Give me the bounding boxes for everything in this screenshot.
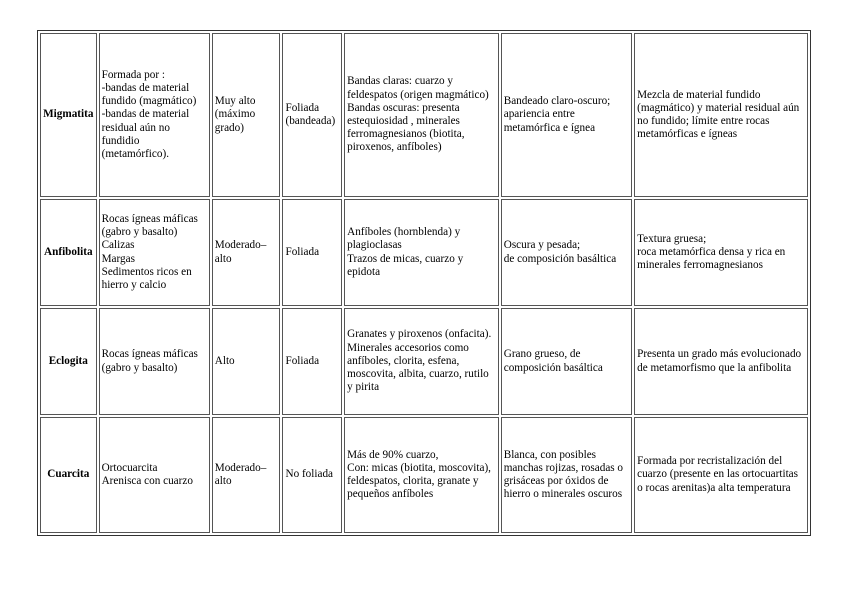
notes-text-line: Formada por recristalización del cuarzo (presente en las ortocuartitas o rocas arenitas)a alta temperatura (637, 455, 799, 494)
cell-grade (212, 308, 281, 415)
minerals-text-line: Más de 90% cuarzo, (347, 448, 439, 461)
minerals-text-line: Minerales accesorios como anfíboles, clorita, esfena, moscovita, albita, cuarzo, rutilo y pirita (347, 341, 489, 394)
table-row (40, 199, 808, 306)
appearance-text-line: de composición basáltica (503, 252, 617, 265)
cell-minerals (344, 417, 499, 533)
cell-origin (99, 33, 210, 197)
minerals-text-line: Bandas oscuras: presenta estequiosidad , minerales ferromagnesianos (biotita, piroxenos, anfíboles) (347, 101, 465, 154)
notes-text-line: Presenta un grado más evolucionado de metamorfismo que la anfibolita (637, 348, 802, 374)
cell-notes (634, 33, 808, 197)
grade-text-line: Alto (214, 354, 235, 367)
notes-text-line: roca metamórfica densa y rica en minerales ferromagnesianos (637, 245, 786, 272)
rock-table-container (37, 30, 811, 536)
cell-name: Anfibolita (40, 199, 97, 306)
cell-texture (282, 417, 342, 533)
minerals-text-line: Con: micas (biotita, moscovita), feldespatos, clorita, granate y pequeños anfíboles (347, 461, 491, 501)
texture-text-line: Foliada (285, 245, 320, 258)
cell-appearance (501, 417, 632, 533)
origin-text-line: Margas (101, 252, 135, 265)
appearance-text-line: Blanca, con posibles manchas rojizas, rosadas o grisáceas por óxidos de hierro o minerales oscuros (503, 448, 624, 501)
origin-text-line: -bandas de material fundido (magmático) (101, 81, 197, 108)
cell-origin (99, 417, 210, 533)
table-row (40, 417, 808, 533)
cell-appearance (501, 199, 632, 306)
cell-grade (212, 417, 281, 533)
notes-text-line: Textura gruesa; (637, 232, 707, 245)
cell-origin (99, 199, 210, 306)
cell-appearance (501, 33, 632, 197)
cell-notes (634, 199, 808, 306)
cell-minerals (344, 308, 499, 415)
cell-name: Migmatita (40, 33, 97, 197)
appearance-text-line: Bandeado claro-oscuro; apariencia entre metamórfica e ígnea (503, 95, 611, 134)
origin-text-line: Sedimentos ricos en hierro y calcio (101, 265, 192, 291)
texture-text-line: Foliada (285, 354, 320, 367)
origin-text-line: Rocas ígneas máficas (gabro y basalto) (101, 212, 198, 239)
cell-texture (282, 33, 342, 197)
origin-text-line: Arenisca con cuarzo (101, 475, 193, 487)
appearance-text-line: Oscura y pesada; (503, 239, 581, 252)
cell-grade (212, 199, 281, 306)
grade-text-line: Moderado–alto (214, 461, 267, 487)
cell-minerals (344, 199, 499, 306)
table-body (40, 33, 808, 533)
cell-name: Cuarcita (40, 417, 97, 533)
grade-text-line: Muy alto (máximo grado) (214, 95, 256, 134)
origin-text-line: -bandas de material residual aún no fundidio (metamórfico). (101, 108, 190, 160)
notes-text-line: Mezcla de material fundido (magmático) y material residual aún no fundido; límite entre rocas metamórficas e ígneas (637, 88, 800, 141)
cell-name: Eclogita (40, 308, 97, 415)
table-row (40, 33, 808, 197)
cell-appearance (501, 308, 632, 415)
cell-notes (634, 417, 808, 533)
origin-text-line: Formada por : (101, 68, 165, 81)
cell-grade (212, 33, 281, 197)
appearance-text-line: Grano grueso, de composición basáltica (503, 348, 603, 374)
cell-texture (282, 308, 342, 415)
minerals-text-line: Trazos de micas, cuarzo y epidota (347, 252, 464, 278)
cell-notes (634, 308, 808, 415)
texture-text-line: No foliada (285, 468, 334, 481)
table-row (40, 308, 808, 415)
minerals-text-line: Granates y piroxenos (onfacita). (347, 328, 492, 341)
texture-text-line: Foliada (bandeada) (285, 101, 336, 127)
cell-minerals (344, 33, 499, 197)
cell-origin (99, 308, 210, 415)
minerals-text-line: Bandas claras: cuarzo y feldespatos (origen magmático) (347, 75, 489, 101)
minerals-text-line: Anfíboles (hornblenda) y plagioclasas (347, 226, 461, 252)
origin-text-line: Ortocuarcita (101, 461, 158, 474)
cell-texture (282, 199, 342, 306)
origin-text-line: Rocas ígneas máficas (gabro y basalto) (101, 348, 198, 374)
metamorphic-rocks-table (37, 30, 811, 536)
origin-text-line: Calizas (101, 239, 135, 252)
grade-text-line: Moderado–alto (214, 239, 267, 265)
